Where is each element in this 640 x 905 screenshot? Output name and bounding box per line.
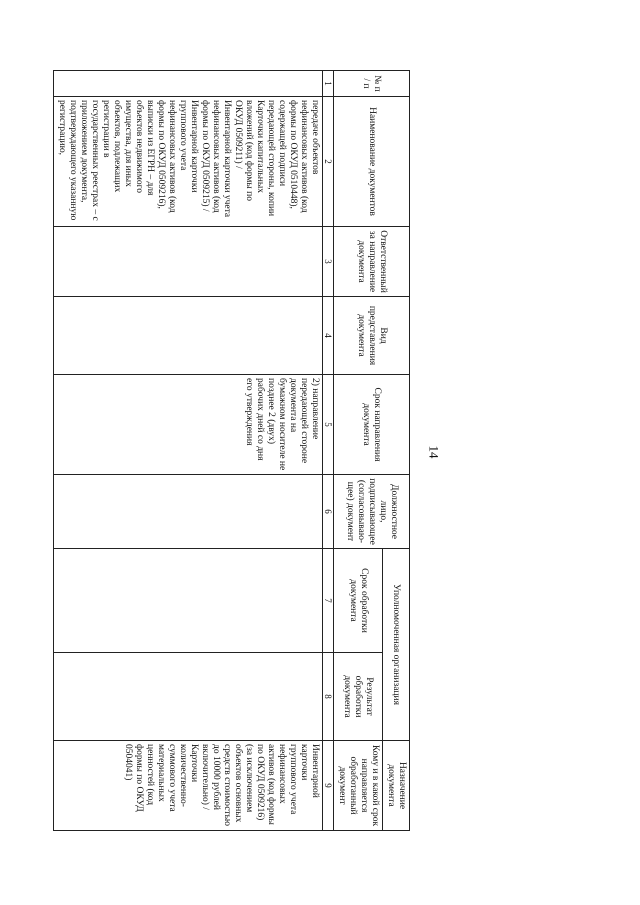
column-number: 7 (323, 549, 334, 653)
column-number: 3 (323, 227, 334, 297)
column-number: 1 (323, 71, 334, 97)
cell-org-result (54, 653, 323, 741)
column-number: 8 (323, 653, 334, 741)
header-term: Срок направления документа (334, 375, 410, 475)
header-name: Наименование документов (334, 97, 410, 227)
page-number: 14 (426, 445, 442, 459)
column-number: 6 (323, 475, 334, 549)
column-number: 2 (323, 97, 334, 227)
header-org-term: Срок обработки документа (334, 549, 383, 653)
column-number: 9 (323, 741, 334, 831)
header-destination-sub: Кому и в какой срок направляется обработанный документ (334, 741, 383, 831)
cell-official (54, 475, 323, 549)
header-official: Должностное лицо, подписывающее (согласовываю-щее) документ (334, 475, 410, 549)
header-destination: Назначение документа (383, 741, 410, 831)
header-no: № п / п (334, 71, 410, 97)
column-number: 5 (323, 375, 334, 475)
column-number: 4 (323, 297, 334, 375)
cell-destination: Инвентарной карточки группового учета нефинансовых активов (код формы по ОКУД 0509216) (за исключением объектов основных средств стоимостью до 10000 рублей включительно) / Карточки количественно-суммового учета материальных ценностей (код формы по ОКУД 0504041) (54, 741, 323, 831)
cell-no (54, 71, 323, 97)
header-org-result: Результат обработки документа (334, 653, 383, 741)
document-table-sheet (57, 70, 410, 830)
cell-name: передаче объектов нефинансовых активов (код формы по ОКУД 0510448), содержащей подписи передающей стороны, копии Карточки капитальных вложений (код формы по ОКУД 0509211) / Инвентарной карточки учета нефинансовых активов (код формы по ОКУД 0509215) / Инвентарной карточки группового учета нефинансовых активов (код формы по ОКУД 0509216), выписки из ЕГРН – для объектов недвижимого имущества, для иных объектов, подлежащих регистрации в государственных реестрах – с приложением документа, подтверждающего указанную регистрацию, (54, 97, 323, 227)
cell-term: 2) направление передающей стороне документа на бумажном носителе не позднее 2 (двух) рабочих дней со дня его утверждения (54, 375, 323, 475)
header-responsible: Ответственный за направление документа (334, 227, 410, 297)
table-row (54, 71, 323, 831)
cell-org-term (54, 549, 323, 653)
cell-responsible (54, 227, 323, 297)
header-org-group: Уполномоченная организация (383, 549, 410, 741)
document-flow-table (53, 70, 410, 831)
cell-form (54, 297, 323, 375)
header-form: Вид представления документа (334, 297, 410, 375)
